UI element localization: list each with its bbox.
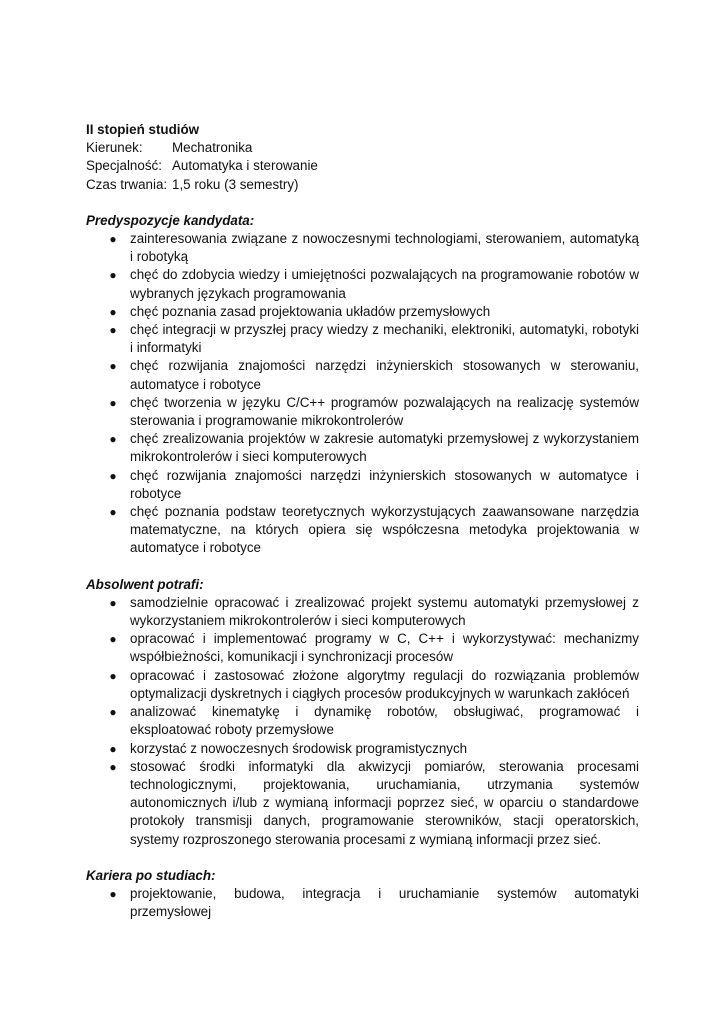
- info-row-duration: [86, 176, 639, 194]
- list-item: [86, 467, 639, 503]
- list-item-text: chęć rozwijania znajomości narzędzi inżynierskich stosowanych w sterowaniu, automatyce i robotyce: [130, 358, 639, 392]
- list-item: [86, 503, 639, 558]
- list-item-text: analizować kinematykę i dynamikę robotów, obsługiwać, programować i eksploatować roboty przemysłowe: [130, 704, 639, 738]
- bullet-icon: ●: [109, 268, 117, 283]
- section-candidate-predispositions: [86, 212, 639, 558]
- info-label: Kierunek:: [86, 140, 143, 156]
- list-item-text: chęć integracji w przyszłej pracy wiedzy z mechaniki, elektroniki, automatyki, robotyki i informatyki: [130, 322, 639, 356]
- list-item: [86, 230, 639, 266]
- bullet-icon: ●: [109, 705, 117, 720]
- list-item-text: chęć zrealizowania projektów w zakresie automatyki przemysłowej z wykorzystaniem mikrokontrolerów i sieci komputerowych: [130, 431, 639, 465]
- bullet-icon: ●: [109, 359, 117, 374]
- program-info: [86, 139, 639, 194]
- list-item-text: opracować i zastosować złożone algorytmy regulacji do rozwiązania problemów optymalizacji dyskretnych i ciągłych procesów produkcyjnych w warunkach zakłóceń: [130, 667, 639, 701]
- list-item-text: chęć poznania zasad projektowania układów przemysłowych: [130, 303, 491, 319]
- list-item: [86, 740, 639, 758]
- list-item-text: korzystać z nowoczesnych środowisk programistycznych: [130, 740, 468, 756]
- bullet-icon: ●: [109, 395, 117, 410]
- bullet-icon: ●: [109, 432, 117, 447]
- list-item-text: chęć do zdobycia wiedzy i umiejętności pozwalających na programowanie robotów w wybranych językach programowania: [130, 267, 639, 301]
- list-item-text: chęć poznania podstaw teoretycznych wykorzystujących zaawansowane narzędzia matematyczne, na których opiera się współczesna metodyka projektowania w automatyce i robotyce: [130, 504, 639, 556]
- bullet-icon: ●: [109, 886, 117, 901]
- bullet-icon: ●: [109, 505, 117, 520]
- list-item: [86, 630, 639, 666]
- info-value: Mechatronika: [172, 140, 253, 156]
- section-title: Kariera po studiach:: [86, 867, 216, 883]
- section-title: Predyspozycje kandydata:: [86, 212, 255, 228]
- list-item: [86, 703, 639, 739]
- list-item-text: chęć tworzenia w języku C/C++ programów pozwalających na realizację systemów sterowania i programowanie mikrokontrolerów: [130, 394, 639, 429]
- info-row-field: [86, 139, 639, 157]
- list-item-text: stosować środki informatyki dla akwizycji pomiarów, sterowania procesami technologicznymi, projektowania, uruchamiania, utrzymania systemów autonomicznych i/lub z wymianą informacji poprzez sieć, w oparciu o standardowe protokoły transmisji danych, programowanie sterowników, stacji operatorskich, systemy rozproszonego sterowania procesami z wymianą informacji przez sieć.: [130, 758, 639, 847]
- list-item-text: chęć rozwijania znajomości narzędzi inżynierskich stosowanych w automatyce i robotyce: [130, 467, 639, 501]
- bullet-icon: ●: [109, 304, 117, 319]
- list-item: [86, 594, 639, 630]
- bullet-icon: ●: [109, 232, 117, 247]
- list-item-text: opracować i implementować programy w C, C++ i wykorzystywać: mechanizmy współbieżności, komunikacji i synchronizacji procesów: [130, 631, 639, 665]
- bullet-list: [86, 230, 639, 558]
- bullet-icon: ●: [109, 468, 117, 483]
- bullet-icon: ●: [109, 741, 117, 756]
- list-item: [86, 667, 639, 703]
- section-graduate-skills: [86, 576, 639, 849]
- section-title: Absolwent potrafi:: [86, 576, 204, 592]
- list-item-text: samodzielnie opracować i zrealizować projekt systemu automatyki przemysłowej z wykorzystaniem mikrokontrolerów i sieci komputerowych: [130, 594, 639, 629]
- bullet-icon: ●: [109, 668, 117, 683]
- list-item-text: projektowanie, budowa, integracja i uruchamianie systemów automatyki przemysłowej: [130, 885, 639, 920]
- bullet-icon: ●: [109, 632, 117, 647]
- list-item: [86, 758, 639, 849]
- info-label: Specjalność:: [86, 158, 162, 174]
- list-item: [86, 321, 639, 357]
- list-item: [86, 303, 639, 321]
- info-row-specialization: [86, 157, 639, 175]
- list-item: [86, 430, 639, 466]
- list-item-text: zainteresowania związane z nowoczesnymi technologiami, sterowaniem, automatyką i robotyką: [130, 231, 639, 265]
- section-career: [86, 867, 639, 922]
- bullet-list: [86, 885, 639, 921]
- list-item: [86, 394, 639, 430]
- info-label: Czas trwania:: [86, 176, 168, 192]
- bullet-icon: ●: [109, 323, 117, 338]
- degree-title: II stopień studiów: [86, 122, 200, 137]
- bullet-icon: ●: [109, 595, 117, 610]
- list-item: [86, 266, 639, 302]
- list-item: [86, 885, 639, 921]
- list-item: [86, 357, 639, 393]
- info-value: Automatyka i sterowanie: [172, 158, 318, 174]
- bullet-list: [86, 594, 639, 849]
- bullet-icon: ●: [109, 759, 117, 774]
- info-value: 1,5 roku (3 semestry): [172, 176, 299, 192]
